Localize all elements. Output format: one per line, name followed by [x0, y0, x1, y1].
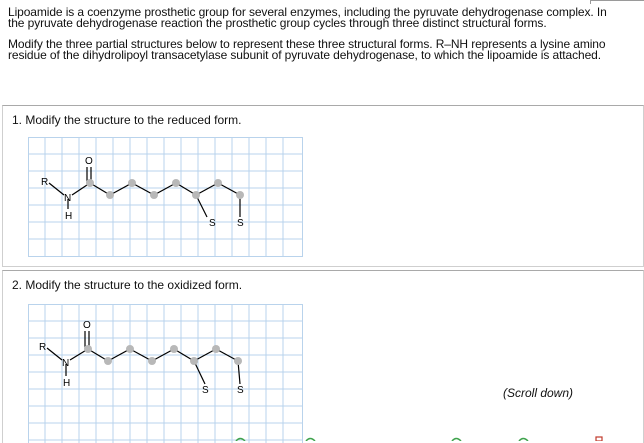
atom-label-s2: S [237, 218, 244, 229]
bonds [47, 331, 240, 384]
question-2-title: 2. Modify the structure to the oxidized form. [12, 278, 243, 292]
scroll-down-hint: (Scroll down) [503, 386, 574, 400]
atom-label-r: R [39, 342, 47, 353]
next-structure-preview [0, 434, 644, 441]
bonds [49, 167, 240, 217]
atom-label-s2: S [237, 385, 244, 396]
intro-paragraph-1: Lipoamide is a coenzyme prosthetic group for several enzymes, including the pyruvate dehydrogenase complex. In the pyruvate dehydrogenase reaction the prosthetic group cycles through three distinct structural forms. [8, 5, 607, 30]
question-2-panel [2, 270, 644, 443]
atom-label-s1: S [209, 218, 216, 229]
question-1-panel [2, 105, 644, 267]
structure-editor-2[interactable] [28, 304, 303, 443]
window-corner-line [590, 0, 644, 4]
atom-label-h: H [63, 378, 71, 389]
atom-label-s1: S [202, 385, 209, 396]
structure-editor-1[interactable] [28, 137, 303, 257]
problem-intro [8, 7, 618, 71]
intro-paragraph-2: Modify the three partial structures below to represent these three structural forms. R–NH represents a lysine amino residue of the dihydrolipoyl transacetylase subunit of pyruvate dehydrogenase, to which the lipoamide is attached. [8, 37, 606, 62]
atom-label-h: H [65, 211, 73, 222]
atom-label-n: N [64, 193, 72, 204]
atom-label-o: O [85, 156, 93, 167]
atom-label-r: R [41, 177, 49, 188]
grid [28, 304, 303, 443]
atom-label-n: N [62, 358, 70, 369]
atom-label-o: O [83, 320, 91, 331]
question-1-title: 1. Modify the structure to the reduced form. [12, 113, 242, 127]
